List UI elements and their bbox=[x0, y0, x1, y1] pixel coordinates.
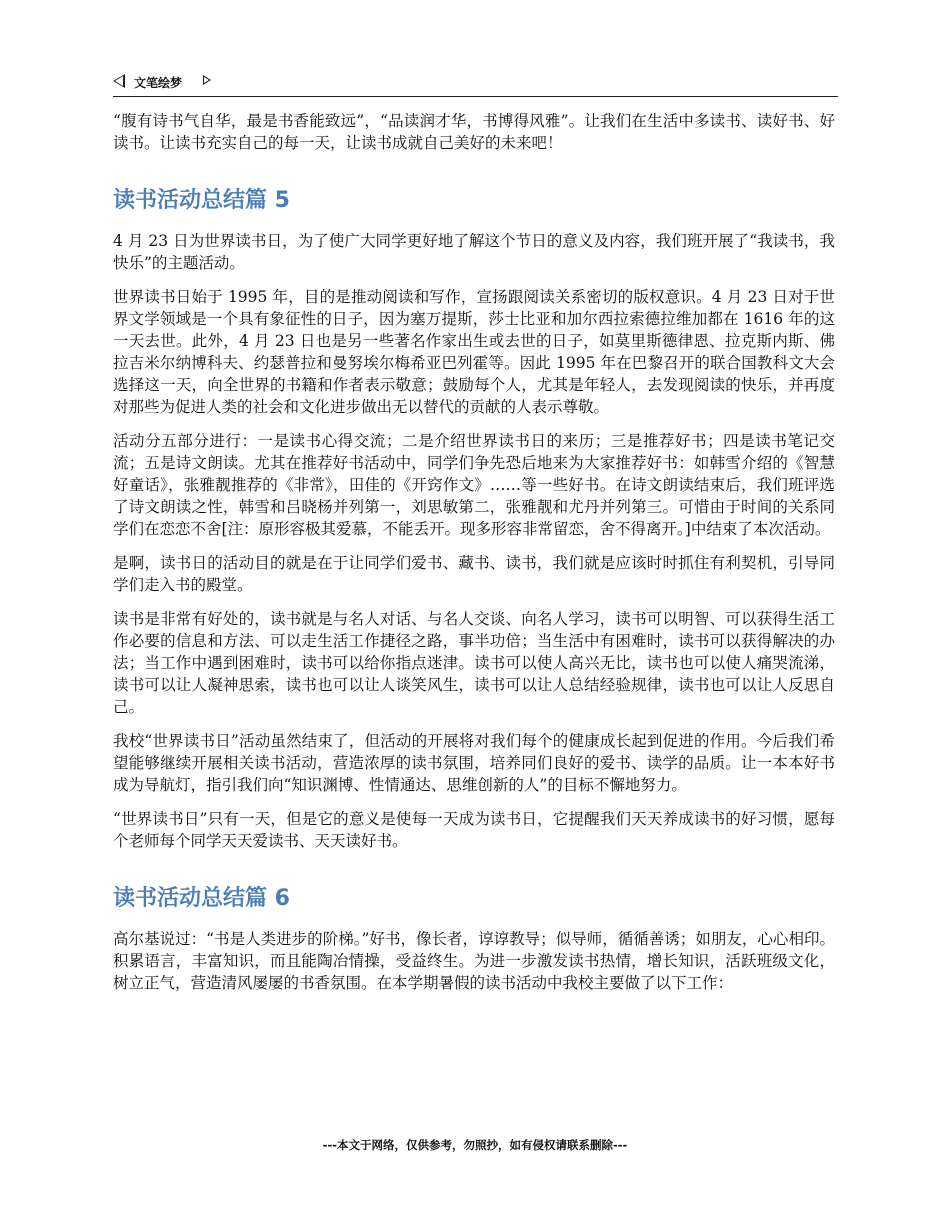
section-5-paragraph-3: 活动分五部分进行：一是读书心得交流；二是介绍世界读书日的来历；三是推荐好书；四是读书笔记交流；五是诗文朗读。尤其在推荐好书活动中，同学们争先恐后地来为大家推荐好书：如韩雪介绍的《智慧好童话》，张雅靓推荐的《非常》，田佳的《开窍作文》……等一些好书。在诗文朗读结束后，我们班评选了诗文朗读之性，韩雪和吕晓杨并列第一，刘思敏第二，张雅靓和尤丹并列第三。可惜由于时间的关系同学们在恋恋不舍[注：原形容极其爱慕，不能丢开。现多形容非常留恋，舍不得离开。]中结束了本次活动。 bbox=[113, 432, 835, 538]
section-5-paragraph-1: 4 月 23 日为世界读书日，为了使广大同学更好地了解这个节日的意义及内容，我们班开展了“我读书，我快乐”的主题活动。 bbox=[113, 232, 835, 272]
triangle-left-outline-icon bbox=[113, 74, 125, 88]
section-6-heading: 读书活动总结篇 6 bbox=[113, 886, 290, 911]
header-title: 文笔绘梦 bbox=[134, 76, 183, 90]
section-6-paragraph-1: 高尔基说过：“书是人类进步的阶梯。”好书，像长者，谆谆教导；似导师，循循善诱；如朋友，心心相印。积累语言，丰富知识，而且能陶冶情操，受益终生。为进一步激发读书热情，增长知识，活跃班级文化，树立正气，营造清风屡屡的书香氛围。在本学期暑假的读书活动中我校主要做了以下工作： bbox=[113, 930, 835, 992]
intro-paragraph: “腹有诗书气自华，最是书香能致远”，“品读润才华，书博得风雅”。让我们在生活中多读书、读好书、好读书。让读书充实自己的每一天，让读书成就自己美好的未来吧！ bbox=[113, 112, 835, 152]
page-header bbox=[113, 72, 838, 97]
document-body bbox=[113, 110, 835, 1006]
section-5-paragraph-4: 是啊，读书日的活动目的就是在于让同学们爱书、藏书、读书，我们就是应该时时抓住有利契机，引导同学们走入书的殿堂。 bbox=[113, 554, 835, 594]
section-5-paragraph-5: 读书是非常有好处的，读书就是与名人对话、与名人交谈、向名人学习，读书可以明智、可以获得生活工作必要的信息和方法、可以走生活工作捷径之路，事半功倍；当生活中有困难时，读书可以获得解决的办法；当工作中遇到困难时，读书可以给你指点迷津。读书可以使人高兴无比，读书也可以使人痛哭流涕，读书可以让人凝神思索，读书也可以让人谈笑风生，读书可以让人总结经验规律，读书也可以让人反思自己。 bbox=[113, 610, 835, 716]
triangle-right-outline-icon bbox=[203, 75, 211, 85]
section-5-paragraph-2: 世界读书日始于 1995 年，目的是推动阅读和写作，宣扬跟阅读关系密切的版权意识。4 月 23 日对于世界文学领域是一个具有象征性的日子，因为塞万提斯，莎士比亚和加尔西拉索德拉维加都在 1616 年的这一天去世。此外，4 月 23 日也是另一些著名作家出生或去世的日子，如莫里斯德律恩、拉克斯内斯、佛拉吉米尔纳博科夫、约瑟普拉和曼努埃尔梅希亚巴列霍等。因此 1995 年在巴黎召开的联合国教科文大会选择这一天，向全世界的书籍和作者表示敬意；鼓励每个人，尤其是年轻人，去发现阅读的快乐，并再度对那些为促进人类的社会和文化进步做出无以替代的贡献的人表示尊敬。 bbox=[113, 288, 835, 416]
section-5-paragraph-6: 我校“世界读书日”活动虽然结束了，但活动的开展将对我们每个的健康成长起到促进的作用。今后我们希望能够继续开展相关读书活动，营造浓厚的读书氛围，培养同们良好的爱书、读学的品质。让一本本好书成为导航灯，指引我们向“知识渊博、性情通达、思维创新的人”的目标不懈地努力。 bbox=[113, 732, 835, 794]
section-5-heading: 读书活动总结篇 5 bbox=[113, 188, 290, 213]
section-5-paragraph-7: “世界读书日”只有一天，但是它的意义是使每一天成为读书日，它提醒我们天天养成读书的好习惯，愿每个老师每个同学天天爱读书、天天读好书。 bbox=[113, 810, 835, 850]
page-footer: ---本文于网络，仅供参考，勿照抄，如有侵权请联系删除--- bbox=[322, 1138, 628, 1152]
